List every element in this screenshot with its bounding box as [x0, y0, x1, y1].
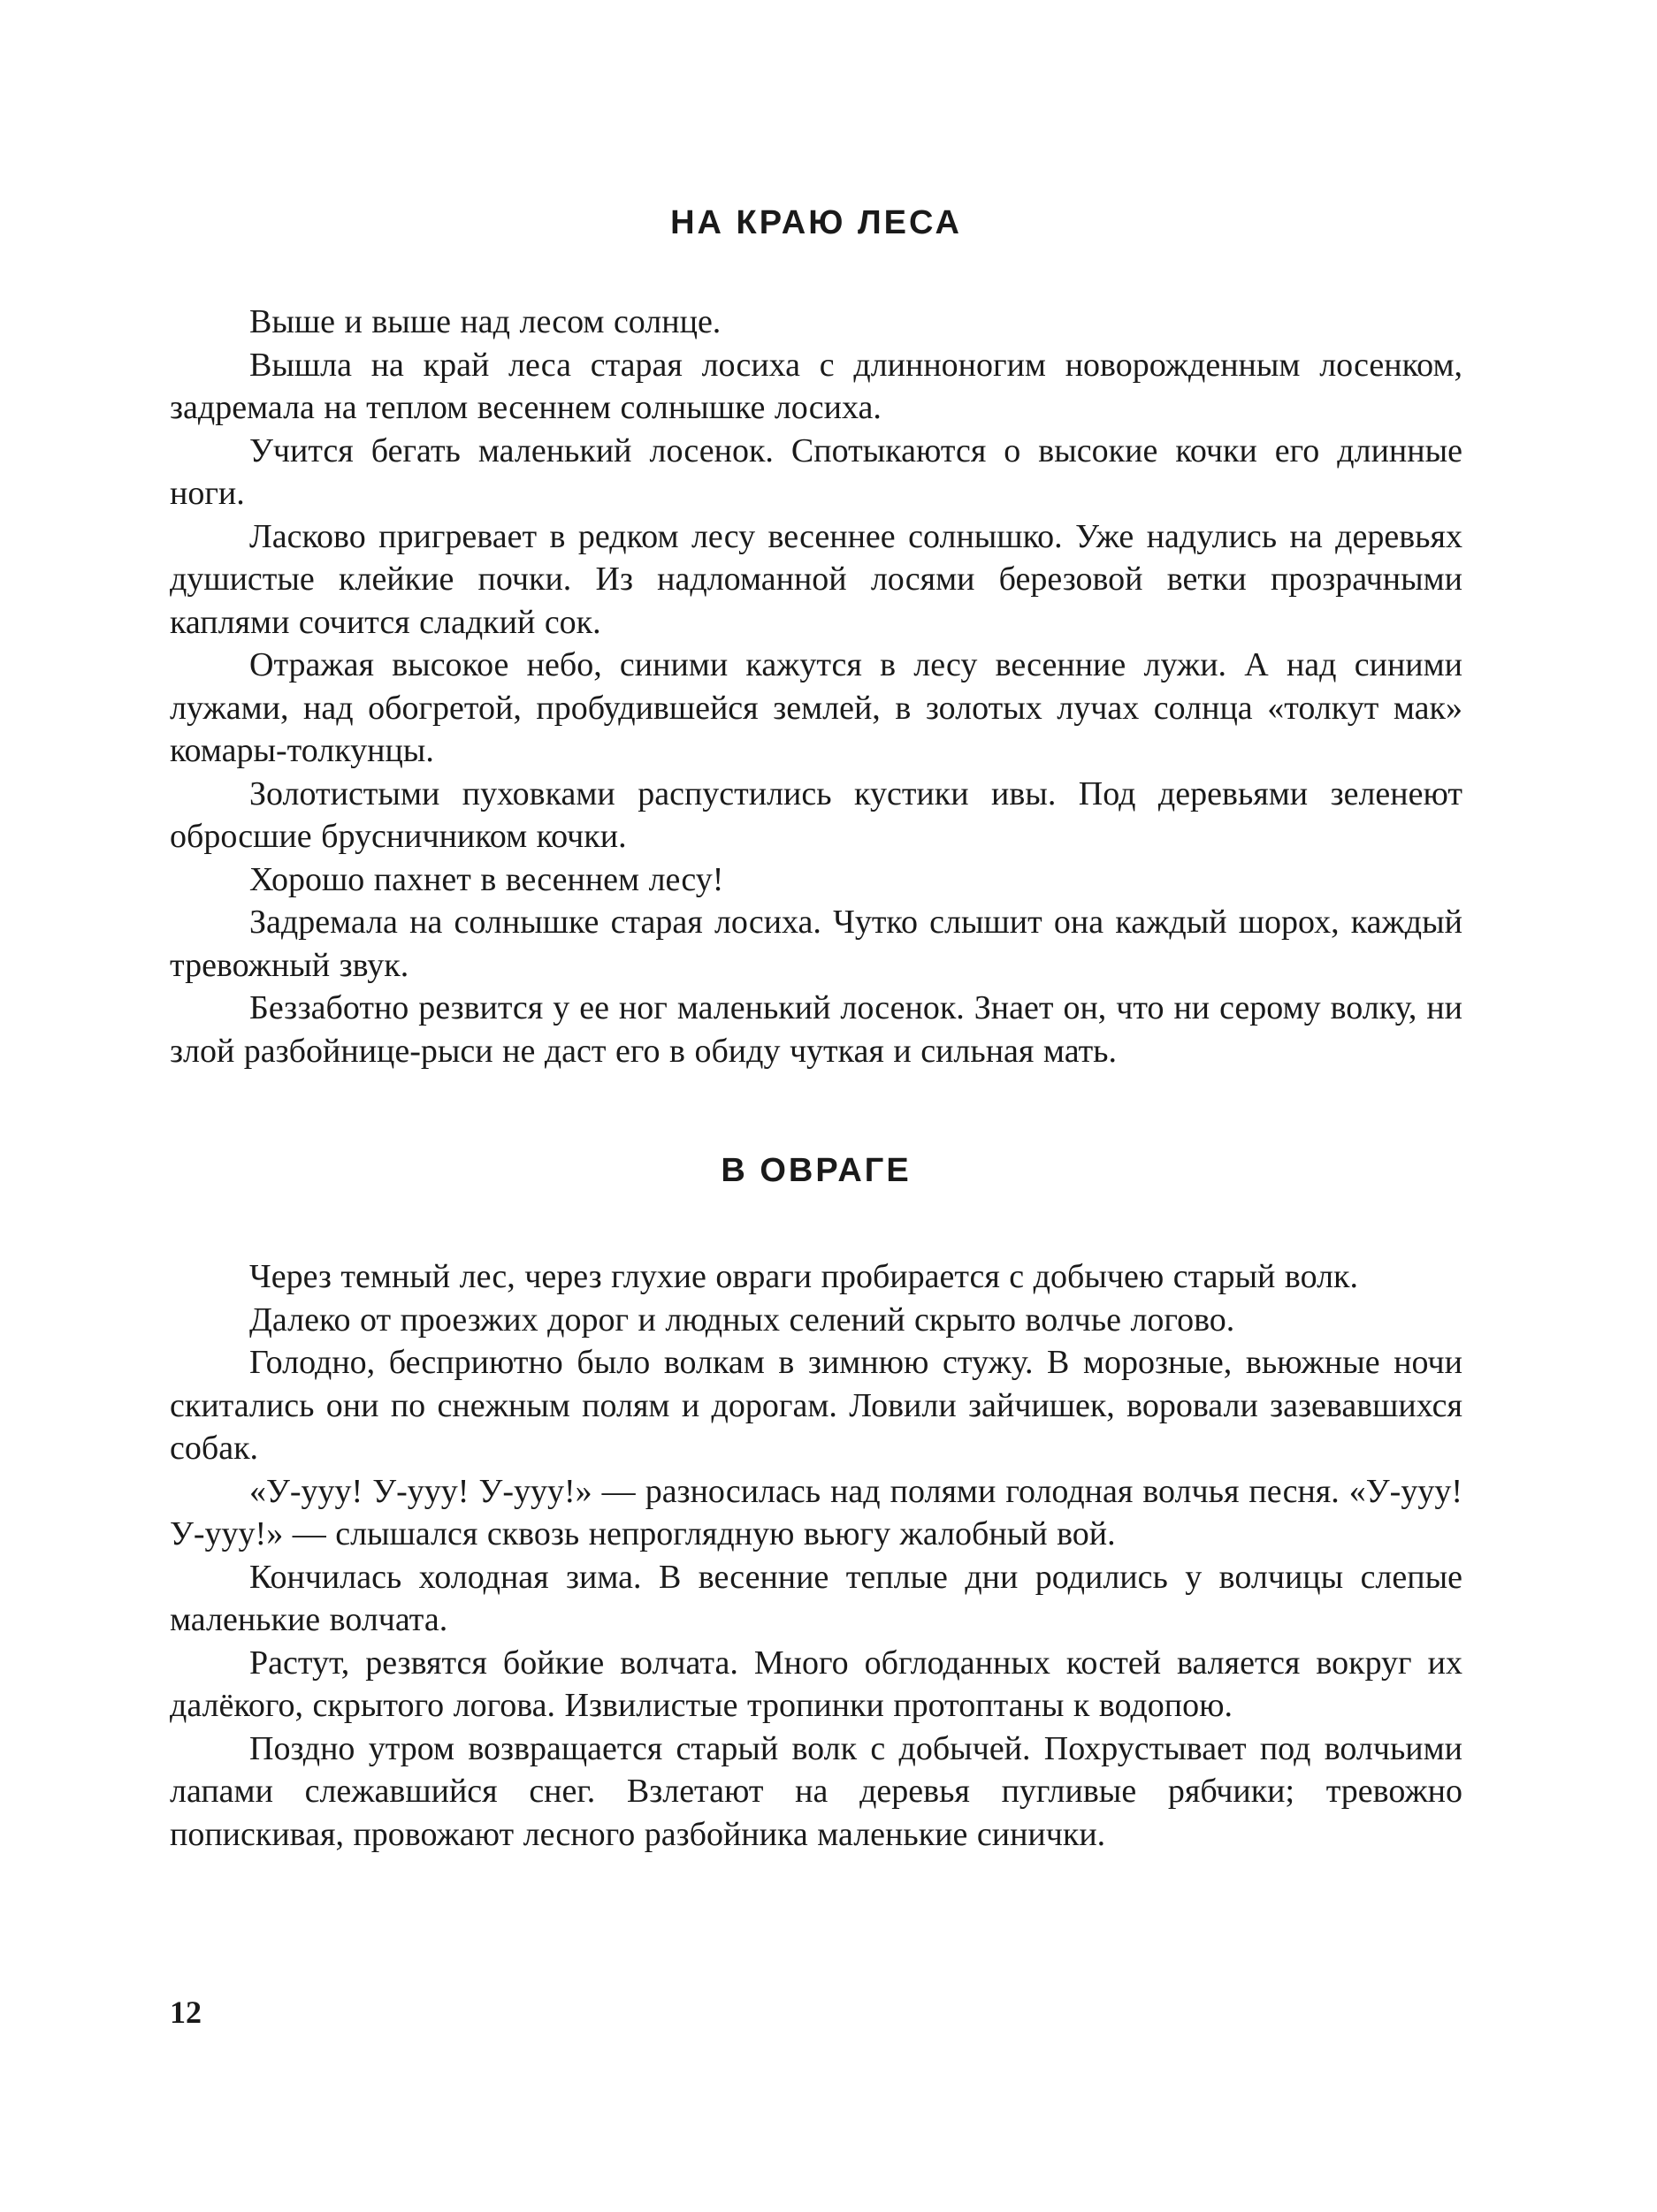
page-number: 12 — [170, 1995, 202, 2030]
paragraph: Растут, резвятся бойкие волчата. Много обглоданных костей валяется вокруг их далёкого, скрытого логова. Извилистые тропинки протоптаны к водопою. — [170, 1644, 1462, 1724]
paragraph: Вышла на край леса старая лосиха с длинноногим новорожденным лосенком, задремала на теплом весеннем солнышке лосиха. — [170, 346, 1462, 426]
story-na-krayu-lesa — [170, 202, 1462, 1072]
paragraph: Учится бегать маленький лосенок. Спотыкаются о высокие кочки его длинные ноги. — [170, 431, 1462, 512]
paragraph: Золотистыми пуховками распустились кустики ивы. Под деревьями зеленеют обросшие брусничником кочки. — [170, 774, 1462, 855]
story-body — [170, 301, 1462, 1072]
paragraph: Кончилась холодная зима. В весенние теплые дни родились у волчицы слепые маленькие волчата. — [170, 1558, 1462, 1638]
paragraph: Поздно утром возвращается старый волк с добычей. Похрустывает под волчьими лапами слежавшийся снег. Взлетают на деревья пугливые рябчики; тревожно попискивая, провожают лесного разбойника маленькие синички. — [170, 1729, 1462, 1853]
paragraph: Через темный лес, через глухие овраги пробирается с добычею старый волк. — [249, 1258, 1358, 1295]
story-v-ovrage — [170, 1149, 1462, 1856]
story-title: В ОВРАГЕ — [721, 1152, 912, 1189]
paragraph: Хорошо пахнет в весеннем лесу! — [249, 860, 724, 898]
paragraph: Далеко от проезжих дорог и людных селений скрыто волчье логово. — [249, 1301, 1235, 1339]
paragraph: Беззаботно резвится у ее ног маленький лосенок. Знает он, что ни серому волку, ни злой разбойнице-рыси не даст его в обиду чуткая и сильная мать. — [170, 989, 1462, 1070]
paragraph: Голодно, бесприютно было волкам в зимнюю стужу. В морозные, вьюжные ночи скитались они по снежным полям и дорогам. Ловили зайчишек, воровали зазевавшихся собак. — [170, 1344, 1462, 1467]
paragraph: «У-ууу! У-ууу! У-ууу!» — разносилась над полями голодная волчья песня. «У-ууу! У-ууу!» — слышался сквозь непроглядную вьюгу жалобный вой. — [170, 1472, 1462, 1552]
paragraph: Ласково пригревает в редком лесу весеннее солнышко. Уже надулись на деревьях душистые клейкие почки. Из надломанной лосями березовой ветки прозрачными каплями сочится сладкий сок. — [170, 517, 1462, 641]
paragraph: Выше и выше над лесом солнце. — [249, 303, 722, 340]
paragraph: Задремала на солнышке старая лосиха. Чутко слышит она каждый шорох, каждый тревожный звук. — [170, 904, 1462, 984]
story-title: НА КРАЮ ЛЕСА — [670, 204, 962, 241]
story-body — [170, 1255, 1462, 1856]
paragraph: Отражая высокое небо, синими кажутся в лесу весенние лужи. А над синими лужами, над обогретой, пробудившейся землей, в золотых лучах солнца «толкут мак» комары-толкунцы. — [170, 646, 1462, 769]
